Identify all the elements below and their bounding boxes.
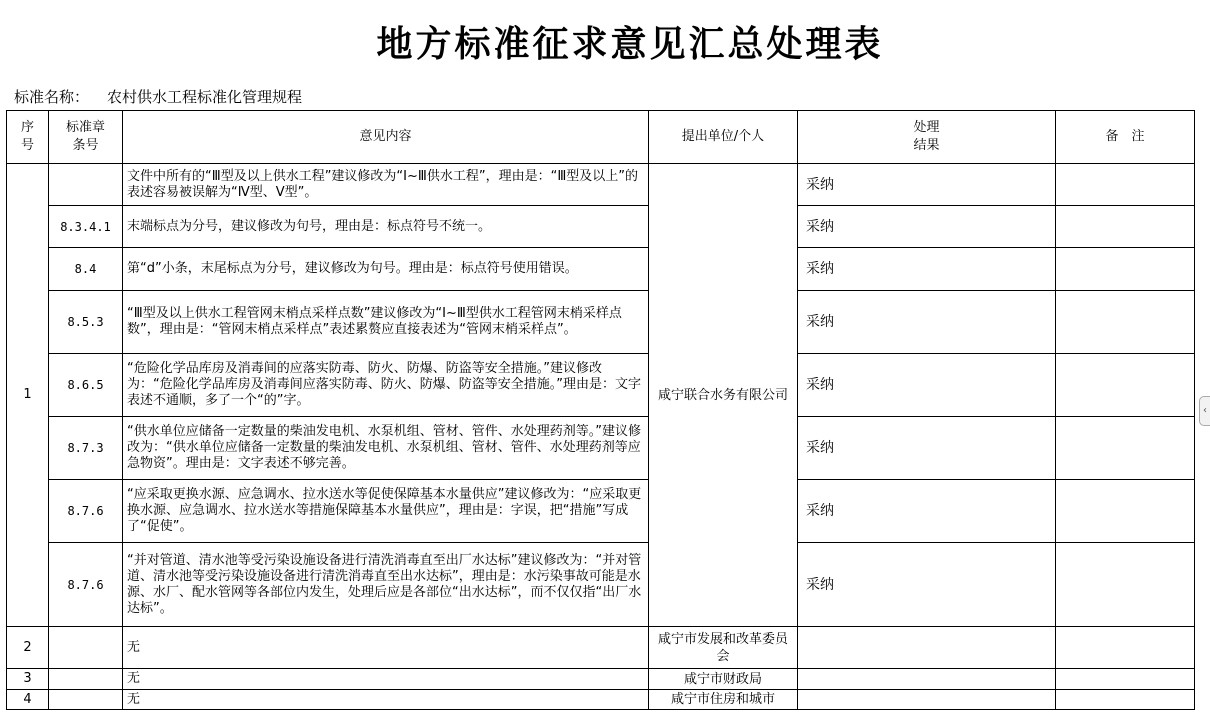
row-remark bbox=[1056, 206, 1195, 248]
header-result: 处理 结果 bbox=[798, 111, 1056, 164]
row-remark bbox=[1056, 669, 1195, 690]
row-seq: 3 bbox=[7, 669, 49, 690]
row-submitter: 咸宁市财政局 bbox=[649, 669, 798, 690]
chevron-left-icon[interactable]: ‹ bbox=[1199, 396, 1210, 426]
row-remark bbox=[1056, 480, 1195, 543]
row-remark bbox=[1056, 417, 1195, 480]
table-row bbox=[7, 291, 1195, 354]
table-row bbox=[7, 627, 1195, 669]
row-remark bbox=[1056, 543, 1195, 627]
row-clause: 8.3.4.1 bbox=[49, 206, 123, 248]
row-clause bbox=[49, 164, 123, 206]
table-row bbox=[7, 690, 1195, 710]
row-remark bbox=[1056, 164, 1195, 206]
row-result: 采纳 bbox=[798, 248, 1056, 291]
header-clause: 标准章 条号 bbox=[49, 111, 123, 164]
standard-name bbox=[14, 86, 302, 107]
header-row bbox=[7, 111, 1195, 164]
row-clause bbox=[49, 627, 123, 669]
header-seq: 序 号 bbox=[7, 111, 49, 164]
row-clause bbox=[49, 690, 123, 710]
table-row bbox=[7, 248, 1195, 291]
standard-name-label: 标准名称： bbox=[14, 88, 90, 106]
row-submitter: 咸宁市住房和城市 bbox=[649, 690, 798, 710]
row-clause: 8.4 bbox=[49, 248, 123, 291]
table-row bbox=[7, 669, 1195, 690]
row-opinion: “Ⅲ型及以上供水工程管网末梢点采样点数”建议修改为“Ⅰ~Ⅲ型供水工程管网末梢采样点数”，理由是：“管网末梢点采样点”表述累赘应直接表述为“管网末梢采样点”。 bbox=[123, 291, 649, 354]
row-opinion: 第“d”小条，末尾标点为分号，建议修改为句号。理由是：标点符号使用错误。 bbox=[123, 248, 649, 291]
row-clause: 8.7.3 bbox=[49, 417, 123, 480]
table-row bbox=[7, 543, 1195, 627]
row-remark bbox=[1056, 627, 1195, 669]
table-row bbox=[7, 354, 1195, 417]
row-clause: 8.7.6 bbox=[49, 543, 123, 627]
row-seq: 1 bbox=[7, 164, 49, 627]
row-opinion: 无 bbox=[123, 690, 649, 710]
row-result: 采纳 bbox=[798, 417, 1056, 480]
row-result: 采纳 bbox=[798, 354, 1056, 417]
row-submitter: 咸宁联合水务有限公司 bbox=[649, 164, 798, 627]
row-result: 采纳 bbox=[798, 291, 1056, 354]
page-title: 地方标准征求意见汇总处理表 bbox=[376, 23, 884, 65]
row-result: 采纳 bbox=[798, 206, 1056, 248]
row-clause: 8.7.6 bbox=[49, 480, 123, 543]
row-result bbox=[798, 627, 1056, 669]
row-opinion: “供水单位应储备一定数量的柴油发电机、水泵机组、管材、管件、水处理药剂等。”建议修改为：“供水单位应储备一定数量的柴油发电机、水泵机组、管材、管件、水处理药剂等应急物资”。理由是：文字表述不够完善。 bbox=[123, 417, 649, 480]
row-remark bbox=[1056, 690, 1195, 710]
standard-name-value: 农村供水工程标准化管理规程 bbox=[107, 88, 303, 106]
row-result: 采纳 bbox=[798, 543, 1056, 627]
row-opinion: 末端标点为分号，建议修改为句号，理由是：标点符号不统一。 bbox=[123, 206, 649, 248]
row-opinion: 无 bbox=[123, 627, 649, 669]
row-seq: 4 bbox=[7, 690, 49, 710]
header-opinion: 意见内容 bbox=[123, 111, 649, 164]
row-result bbox=[798, 690, 1056, 710]
row-submitter: 咸宁市发展和改革委员会 bbox=[649, 627, 798, 669]
row-opinion: “应采取更换水源、应急调水、拉水送水等促使保障基本水量供应”建议修改为：“应采取更换水源、应急调水、拉水送水等措施保障基本水量供应”，理由是：字误，把“措施”写成了“促使”。 bbox=[123, 480, 649, 543]
row-result: 采纳 bbox=[798, 480, 1056, 543]
row-result bbox=[798, 669, 1056, 690]
table-row bbox=[7, 164, 1195, 206]
row-opinion: “并对管道、清水池等受污染设施设备进行清洗消毒直至出厂水达标”建议修改为：“并对管道、清水池等受污染设施设备进行清洗消毒直至出水达标”，理由是：水污染事故可能是水源、水厂、配水管网等各部位内发生，处理后应是各部位“出水达标”，而不仅仅指“出厂水达标”。 bbox=[123, 543, 649, 627]
row-clause: 8.6.5 bbox=[49, 354, 123, 417]
row-clause: 8.5.3 bbox=[49, 291, 123, 354]
table-row bbox=[7, 480, 1195, 543]
row-seq: 2 bbox=[7, 627, 49, 669]
row-remark bbox=[1056, 354, 1195, 417]
row-clause bbox=[49, 669, 123, 690]
header-submitter: 提出单位/个人 bbox=[649, 111, 798, 164]
row-opinion: “危险化学品库房及消毒间的应落实防毒、防火、防爆、防盗等安全措施。”建议修改为：“危险化学品库房及消毒间应落实防毒、防火、防爆、防盗等安全措施。”理由是：文字表述不通顺，多了一个“的”字。 bbox=[123, 354, 649, 417]
table-row bbox=[7, 206, 1195, 248]
row-remark bbox=[1056, 248, 1195, 291]
header-remark: 备 注 bbox=[1056, 111, 1195, 164]
opinion-table bbox=[6, 110, 1195, 710]
row-opinion: 文件中所有的“Ⅲ型及以上供水工程”建议修改为“Ⅰ~Ⅲ供水工程”，理由是：“Ⅲ型及以上”的表述容易被误解为“Ⅳ型、Ⅴ型”。 bbox=[123, 164, 649, 206]
table-row bbox=[7, 417, 1195, 480]
row-result: 采纳 bbox=[798, 164, 1056, 206]
row-remark bbox=[1056, 291, 1195, 354]
row-opinion: 无 bbox=[123, 669, 649, 690]
